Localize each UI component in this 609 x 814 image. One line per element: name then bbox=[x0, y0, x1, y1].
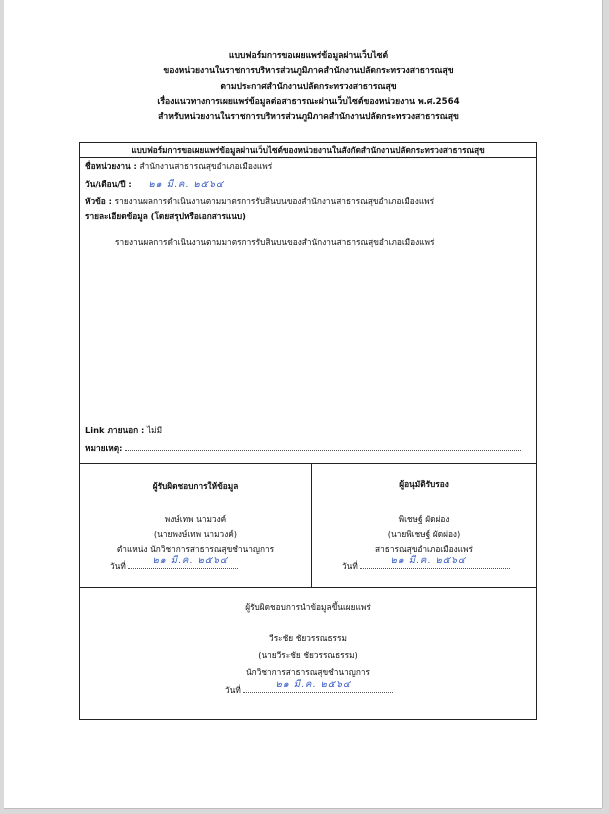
agency-value: สำนักงานสาธารณสุขอำเภอเมืองแพร่ bbox=[139, 161, 273, 171]
signature-area bbox=[80, 463, 536, 719]
publisher-date-dots bbox=[243, 679, 393, 693]
subject-row bbox=[85, 195, 434, 207]
detail-value: รายงานผลการดำเนินงานตามมาตรการรับสินบนของสำนักงานสาธารณสุขอำเภอเมืองแพร่ bbox=[115, 237, 435, 247]
publisher-heading: ผู้รับผิดชอบการนำข้อมูลขึ้นเผยแพร่ bbox=[245, 602, 371, 612]
provider-name: พงษ์เทพ นามวงค์ bbox=[164, 514, 227, 524]
link-row bbox=[85, 424, 162, 436]
approver-date-label: วันที่ bbox=[342, 561, 358, 571]
date-row bbox=[85, 178, 224, 191]
publisher-date-value: ๒๑ มี.ค. ๒๕๖๔ bbox=[275, 679, 352, 690]
header-line-5: สำหรับหน่วยงานในราชการบริหารส่วนภูมิภาคสำนักงานปลัดกระทรวงสาธารณสุข bbox=[158, 112, 459, 123]
subject-label: หัวข้อ : bbox=[85, 196, 112, 206]
detail-label: รายละเอียดข้อมูล (โดยสรุปหรือเอกสารแนบ) bbox=[85, 211, 246, 221]
request-form bbox=[79, 142, 537, 720]
approver-full-name: (นายพิเชษฐ์ ผัดผ่อง) bbox=[387, 529, 461, 539]
approver-date-dots bbox=[360, 555, 510, 569]
provider-full-name: (นายพงษ์เทพ นามวงค์) bbox=[153, 529, 238, 539]
link-value: ไม่มี bbox=[146, 425, 163, 435]
provider-date-value: ๒๑ มี.ค. ๒๕๖๔ bbox=[152, 555, 229, 566]
provider-date-dots bbox=[128, 555, 238, 569]
header-line-1: แบบฟอร์มการขอเผยแพร่ข้อมูลผ่านเว็บไซต์ bbox=[228, 51, 389, 61]
approver-name: พิเชษฐ์ ผัดผ่อง bbox=[398, 514, 450, 524]
header-line-3: ตามประกาศสำนักงานปลัดกระทรวงสาธารณสุข bbox=[220, 81, 397, 92]
publisher-signature-box bbox=[80, 588, 536, 718]
publisher-name: วีระชัย ชัยวรรณธรรม bbox=[269, 633, 347, 643]
approver-date-value: ๒๑ มี.ค. ๒๕๖๔ bbox=[390, 555, 467, 566]
note-row bbox=[85, 441, 521, 454]
publisher-full-name: (นายวีระชัย ชัยวรรณธรรม) bbox=[258, 650, 358, 660]
provider-signature-box bbox=[80, 464, 312, 588]
link-label: Link ภายนอก : bbox=[85, 425, 145, 435]
agency-label: ชื่อหน่วยงาน : bbox=[85, 161, 137, 171]
publisher-date-label: วันที่ bbox=[225, 685, 241, 695]
agency-row bbox=[85, 160, 272, 172]
approver-heading: ผู้อนุมัติรับรอง bbox=[399, 479, 449, 489]
approver-signature-box bbox=[312, 464, 536, 588]
approver-position: สาธารณสุขอำเภอเมืองแพร่ bbox=[375, 544, 473, 554]
header-line-4: เรื่องแนวทางการเผยแพร่ข้อมูลต่อสาธารณะผ่านเว็บไซต์ของหน่วยงาน พ.ศ.2564 bbox=[157, 96, 460, 107]
document-page bbox=[4, 0, 602, 808]
provider-date-line bbox=[110, 555, 238, 573]
date-label: วัน/เดือน/ปี : bbox=[85, 179, 132, 189]
provider-date-label: วันที่ bbox=[110, 561, 126, 571]
publisher-date-line bbox=[225, 679, 393, 697]
note-dotted-line bbox=[125, 441, 521, 451]
form-title: แบบฟอร์มการขอเผยแพร่ข้อมูลผ่านเว็บไซต์ของหน่วยงานในสังกัดสำนักงานปลัดกระทรวงสาธารณสุข bbox=[80, 143, 536, 158]
date-value: ๒๑ มี.ค. ๒๕๖๔ bbox=[148, 179, 225, 190]
detail-row bbox=[85, 210, 246, 222]
note-label: หมายเหตุ: bbox=[85, 443, 123, 453]
document-header bbox=[4, 49, 609, 125]
publisher-position: นักวิชาการสาธารณสุขชำนาญการ bbox=[246, 667, 370, 677]
provider-position: ตำแหน่ง นักวิชาการสาธารณสุขชำนาญการ bbox=[116, 544, 275, 554]
header-line-2: ของหน่วยงานในราชการบริหารส่วนภูมิภาคสำนักงานปลัดกระทรวงสาธารณสุข bbox=[163, 66, 454, 77]
approver-date-line bbox=[342, 555, 510, 573]
provider-heading: ผู้รับผิดชอบการให้ข้อมูล bbox=[152, 481, 239, 491]
subject-value: รายงานผลการดำเนินงานตามมาตรการรับสินบนของสำนักงานสาธารณสุขอำเภอเมืองแพร่ bbox=[114, 196, 435, 206]
